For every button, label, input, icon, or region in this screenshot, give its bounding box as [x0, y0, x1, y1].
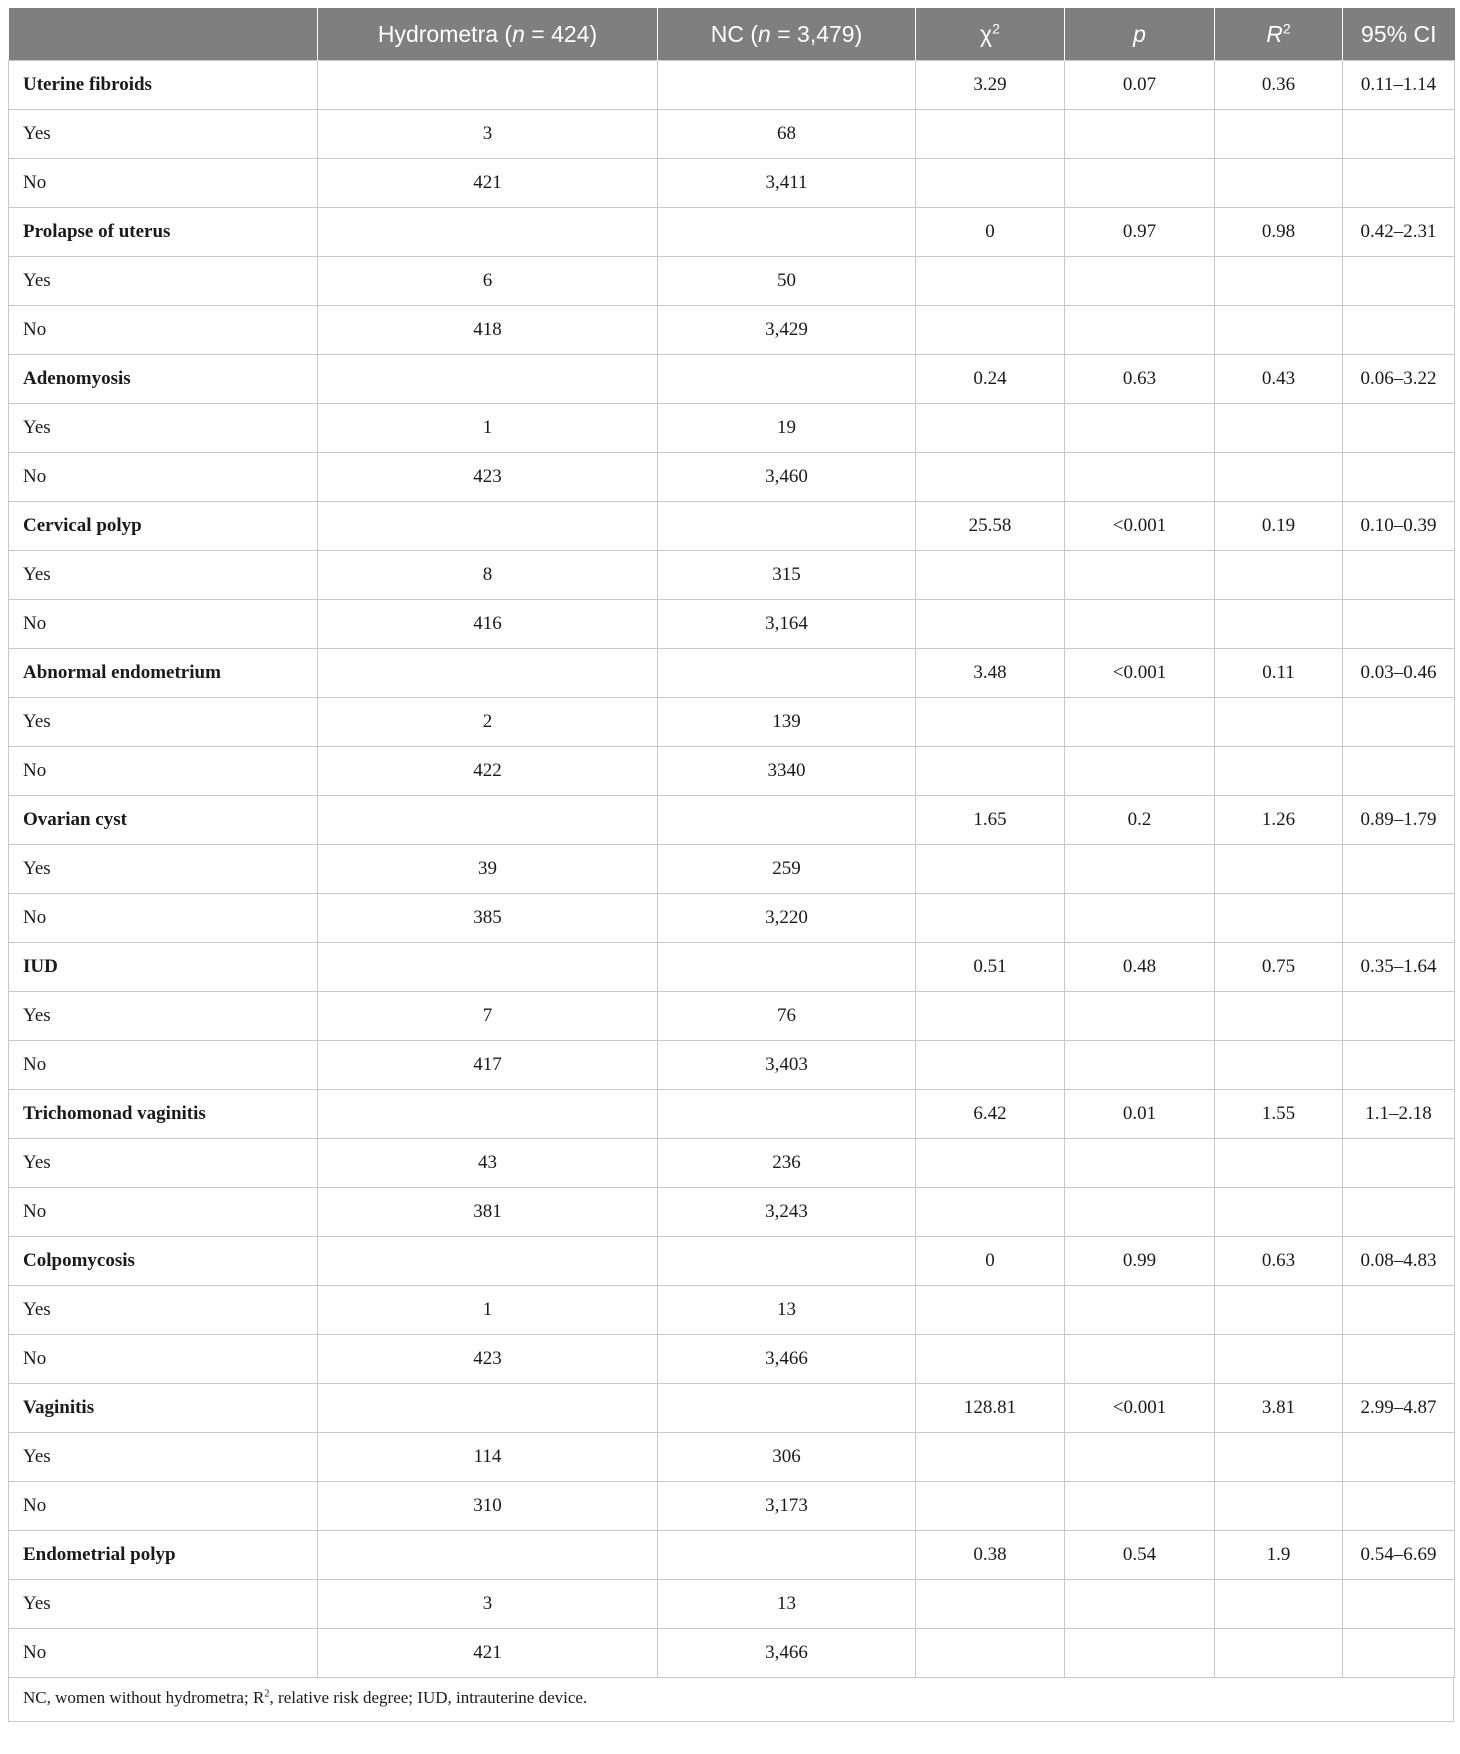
hydrometra-cell — [318, 1384, 658, 1433]
table-row-no — [9, 453, 1455, 502]
hydrometra-cell: 310 — [318, 1482, 658, 1531]
table-footnote: NC, women without hydrometra; $R^2$, relative risk degree; IUD, intrauterine device. — [8, 1678, 1454, 1722]
p-value-cell — [1065, 845, 1215, 894]
nc-cell: 3,411 — [658, 159, 916, 208]
nc-cell: 68 — [658, 110, 916, 159]
chi-square-cell — [916, 257, 1065, 306]
no-label: No — [9, 159, 318, 208]
yes-label: Yes — [9, 551, 318, 600]
chi-square-cell — [916, 698, 1065, 747]
p-value-cell: 0.99 — [1065, 1237, 1215, 1286]
nc-cell — [658, 1384, 916, 1433]
hydrometra-cell: 418 — [318, 306, 658, 355]
ci-cell — [1343, 992, 1455, 1041]
hydrometra-cell — [318, 1531, 658, 1580]
results-table — [8, 8, 1455, 1678]
chi-square-cell — [916, 894, 1065, 943]
category-label: Prolapse of uterus — [9, 208, 318, 257]
hydrometra-cell — [318, 61, 658, 110]
ci-cell: 0.06–3.22 — [1343, 355, 1455, 404]
table-row-yes — [9, 404, 1455, 453]
p-value-cell — [1065, 1139, 1215, 1188]
table-row-no — [9, 894, 1455, 943]
r-squared-cell: 1.9 — [1215, 1531, 1343, 1580]
category-label: Adenomyosis — [9, 355, 318, 404]
yes-label: Yes — [9, 992, 318, 1041]
yes-label: Yes — [9, 110, 318, 159]
nc-cell: 13 — [658, 1286, 916, 1335]
r-squared-cell: 0.75 — [1215, 943, 1343, 992]
r-squared-cell — [1215, 1335, 1343, 1384]
r-squared-cell — [1215, 306, 1343, 355]
nc-cell — [658, 1237, 916, 1286]
hydrometra-cell — [318, 502, 658, 551]
header-variable — [9, 8, 318, 61]
table-row-yes — [9, 1139, 1455, 1188]
ci-cell: 1.1–2.18 — [1343, 1090, 1455, 1139]
ci-cell — [1343, 1482, 1455, 1531]
category-label: Ovarian cyst — [9, 796, 318, 845]
nc-cell: 13 — [658, 1580, 916, 1629]
nc-cell: 76 — [658, 992, 916, 1041]
chi-square-cell — [916, 1482, 1065, 1531]
ci-cell — [1343, 1139, 1455, 1188]
p-value-cell — [1065, 110, 1215, 159]
hydrometra-cell: 423 — [318, 1335, 658, 1384]
p-value-cell — [1065, 1482, 1215, 1531]
r-squared-cell: 0.36 — [1215, 61, 1343, 110]
p-value-cell: <0.001 — [1065, 1384, 1215, 1433]
header-nc: NC (n = 3,479) — [658, 8, 916, 61]
table-row-yes — [9, 257, 1455, 306]
hydrometra-cell — [318, 649, 658, 698]
table-row-category — [9, 61, 1455, 110]
nc-cell — [658, 502, 916, 551]
r-squared-cell: 0.98 — [1215, 208, 1343, 257]
p-value-cell: 0.54 — [1065, 1531, 1215, 1580]
ci-cell — [1343, 1335, 1455, 1384]
ci-cell — [1343, 404, 1455, 453]
r-squared-cell — [1215, 600, 1343, 649]
p-value-cell: 0.97 — [1065, 208, 1215, 257]
r-squared-cell: 3.81 — [1215, 1384, 1343, 1433]
hydrometra-cell: 385 — [318, 894, 658, 943]
p-value-cell — [1065, 1286, 1215, 1335]
chi-square-cell — [916, 845, 1065, 894]
chi-square-cell — [916, 404, 1065, 453]
ci-cell — [1343, 453, 1455, 502]
hydrometra-cell — [318, 355, 658, 404]
p-value-cell — [1065, 1580, 1215, 1629]
ci-cell: 0.54–6.69 — [1343, 1531, 1455, 1580]
ci-cell — [1343, 1433, 1455, 1482]
table-row-yes — [9, 1433, 1455, 1482]
chi-square-cell: 0 — [916, 208, 1065, 257]
table-row-no — [9, 1629, 1455, 1678]
yes-label: Yes — [9, 1286, 318, 1335]
r-squared-cell — [1215, 1482, 1343, 1531]
ci-cell — [1343, 1629, 1455, 1678]
hydrometra-cell: 423 — [318, 453, 658, 502]
r-squared-cell — [1215, 404, 1343, 453]
p-value-cell — [1065, 894, 1215, 943]
r-squared-cell — [1215, 1139, 1343, 1188]
ci-cell: 0.89–1.79 — [1343, 796, 1455, 845]
ci-cell: 2.99–4.87 — [1343, 1384, 1455, 1433]
p-value-cell: 0.07 — [1065, 61, 1215, 110]
p-value-cell — [1065, 1335, 1215, 1384]
ci-cell: 0.03–0.46 — [1343, 649, 1455, 698]
nc-cell: 50 — [658, 257, 916, 306]
table-row-category — [9, 1090, 1455, 1139]
r-squared-cell: 1.55 — [1215, 1090, 1343, 1139]
nc-cell: 236 — [658, 1139, 916, 1188]
p-value-cell — [1065, 1188, 1215, 1237]
chi-square-cell — [916, 600, 1065, 649]
table-row-category — [9, 1237, 1455, 1286]
nc-cell — [658, 1090, 916, 1139]
nc-cell — [658, 61, 916, 110]
r-squared-cell — [1215, 992, 1343, 1041]
table-row-no — [9, 747, 1455, 796]
hydrometra-cell: 6 — [318, 257, 658, 306]
ci-cell — [1343, 110, 1455, 159]
chi-square-cell — [916, 551, 1065, 600]
chi-square-cell: 25.58 — [916, 502, 1065, 551]
table-row-yes — [9, 110, 1455, 159]
hydrometra-cell: 1 — [318, 1286, 658, 1335]
hydrometra-cell: 8 — [318, 551, 658, 600]
r-squared-cell: 0.19 — [1215, 502, 1343, 551]
nc-cell: 315 — [658, 551, 916, 600]
chi-square-cell: 3.29 — [916, 61, 1065, 110]
hydrometra-cell: 422 — [318, 747, 658, 796]
table-row-no — [9, 1041, 1455, 1090]
ci-cell — [1343, 551, 1455, 600]
no-label: No — [9, 453, 318, 502]
yes-label: Yes — [9, 698, 318, 747]
ci-cell: 0.10–0.39 — [1343, 502, 1455, 551]
r-squared-cell: 0.63 — [1215, 1237, 1343, 1286]
r-squared-cell: 0.11 — [1215, 649, 1343, 698]
chi-square-cell — [916, 306, 1065, 355]
ci-cell: 0.42–2.31 — [1343, 208, 1455, 257]
ci-cell — [1343, 600, 1455, 649]
ci-cell — [1343, 894, 1455, 943]
no-label: No — [9, 600, 318, 649]
chi-square-cell — [916, 1580, 1065, 1629]
hydrometra-cell: 1 — [318, 404, 658, 453]
table-row-no — [9, 306, 1455, 355]
ci-cell — [1343, 1041, 1455, 1090]
chi-square-cell — [916, 159, 1065, 208]
chi-square-cell — [916, 110, 1065, 159]
no-label: No — [9, 1482, 318, 1531]
no-label: No — [9, 894, 318, 943]
hydrometra-cell — [318, 1090, 658, 1139]
header-chi-square: $\chi^2$ — [916, 8, 1065, 61]
p-value-cell — [1065, 992, 1215, 1041]
nc-cell: 3,460 — [658, 453, 916, 502]
nc-cell: 3,220 — [658, 894, 916, 943]
header-r-squared: $R^2$ — [1215, 8, 1343, 61]
hydrometra-cell — [318, 208, 658, 257]
hydrometra-cell: 421 — [318, 1629, 658, 1678]
r-squared-cell — [1215, 894, 1343, 943]
yes-label: Yes — [9, 257, 318, 306]
p-value-cell — [1065, 551, 1215, 600]
results-table-container — [8, 8, 1454, 1722]
table-row-category — [9, 208, 1455, 257]
p-value-cell: 0.01 — [1065, 1090, 1215, 1139]
r-squared-cell — [1215, 1433, 1343, 1482]
chi-square-cell: 0 — [916, 1237, 1065, 1286]
nc-cell: 3,243 — [658, 1188, 916, 1237]
category-label: Vaginitis — [9, 1384, 318, 1433]
chi-square-cell — [916, 1433, 1065, 1482]
nc-cell: 19 — [658, 404, 916, 453]
hydrometra-cell: 381 — [318, 1188, 658, 1237]
p-value-cell — [1065, 1629, 1215, 1678]
nc-cell: 259 — [658, 845, 916, 894]
header-hydrometra: Hydrometra (n = 424) — [318, 8, 658, 61]
ci-cell: 0.35–1.64 — [1343, 943, 1455, 992]
no-label: No — [9, 1188, 318, 1237]
hydrometra-cell — [318, 796, 658, 845]
table-row-yes — [9, 1580, 1455, 1629]
r-squared-cell: 1.26 — [1215, 796, 1343, 845]
hydrometra-cell: 7 — [318, 992, 658, 1041]
chi-square-cell — [916, 1335, 1065, 1384]
no-label: No — [9, 1335, 318, 1384]
r-squared-cell — [1215, 698, 1343, 747]
no-label: No — [9, 306, 318, 355]
table-row-no — [9, 159, 1455, 208]
ci-cell: 0.11–1.14 — [1343, 61, 1455, 110]
table-row-no — [9, 1482, 1455, 1531]
category-label: IUD — [9, 943, 318, 992]
yes-label: Yes — [9, 1139, 318, 1188]
table-row-no — [9, 600, 1455, 649]
no-label: No — [9, 747, 318, 796]
chi-square-cell — [916, 747, 1065, 796]
chi-square-cell: 6.42 — [916, 1090, 1065, 1139]
p-value-cell: 0.2 — [1065, 796, 1215, 845]
ci-cell — [1343, 1580, 1455, 1629]
ci-cell — [1343, 1188, 1455, 1237]
hydrometra-cell: 3 — [318, 1580, 658, 1629]
hydrometra-cell: 39 — [318, 845, 658, 894]
hydrometra-cell — [318, 1237, 658, 1286]
nc-cell: 3,403 — [658, 1041, 916, 1090]
hydrometra-cell: 416 — [318, 600, 658, 649]
category-label: Trichomonad vaginitis — [9, 1090, 318, 1139]
category-label: Uterine fibroids — [9, 61, 318, 110]
nc-cell — [658, 796, 916, 845]
category-label: Cervical polyp — [9, 502, 318, 551]
ci-cell — [1343, 159, 1455, 208]
yes-label: Yes — [9, 845, 318, 894]
chi-square-cell — [916, 1286, 1065, 1335]
r-squared-cell — [1215, 257, 1343, 306]
ci-cell — [1343, 845, 1455, 894]
table-row-category — [9, 1531, 1455, 1580]
chi-square-cell: 1.65 — [916, 796, 1065, 845]
r-squared-cell — [1215, 110, 1343, 159]
chi-square-cell — [916, 1629, 1065, 1678]
table-row-no — [9, 1335, 1455, 1384]
r-squared-cell — [1215, 1188, 1343, 1237]
p-value-cell — [1065, 257, 1215, 306]
hydrometra-cell — [318, 943, 658, 992]
nc-cell — [658, 649, 916, 698]
p-value-cell — [1065, 159, 1215, 208]
r-squared-cell — [1215, 1629, 1343, 1678]
chi-square-cell: 3.48 — [916, 649, 1065, 698]
r-squared-cell — [1215, 845, 1343, 894]
no-label: No — [9, 1041, 318, 1090]
chi-square-cell — [916, 1139, 1065, 1188]
hydrometra-cell: 43 — [318, 1139, 658, 1188]
nc-cell: 3,173 — [658, 1482, 916, 1531]
chi-square-cell — [916, 992, 1065, 1041]
chi-square-cell: 0.38 — [916, 1531, 1065, 1580]
chi-square-cell: 0.24 — [916, 355, 1065, 404]
nc-cell: 3,164 — [658, 600, 916, 649]
nc-cell: 139 — [658, 698, 916, 747]
table-row-category — [9, 502, 1455, 551]
nc-cell: 3,466 — [658, 1335, 916, 1384]
table-row-yes — [9, 992, 1455, 1041]
p-value-cell — [1065, 698, 1215, 747]
table-body — [9, 61, 1455, 1678]
p-value-cell — [1065, 453, 1215, 502]
category-label: Abnormal endometrium — [9, 649, 318, 698]
hydrometra-cell: 3 — [318, 110, 658, 159]
p-value-cell — [1065, 404, 1215, 453]
hydrometra-cell: 421 — [318, 159, 658, 208]
table-row-category — [9, 1384, 1455, 1433]
hydrometra-cell: 114 — [318, 1433, 658, 1482]
r-squared-cell — [1215, 159, 1343, 208]
r-squared-cell: 0.43 — [1215, 355, 1343, 404]
table-row-yes — [9, 1286, 1455, 1335]
table-row-yes — [9, 845, 1455, 894]
ci-cell — [1343, 257, 1455, 306]
nc-cell — [658, 355, 916, 404]
table-header-row — [9, 8, 1455, 61]
ci-cell: 0.08–4.83 — [1343, 1237, 1455, 1286]
category-label: Endometrial polyp — [9, 1531, 318, 1580]
table-row-no — [9, 1188, 1455, 1237]
ci-cell — [1343, 1286, 1455, 1335]
hydrometra-cell: 417 — [318, 1041, 658, 1090]
chi-square-cell: 128.81 — [916, 1384, 1065, 1433]
r-squared-cell — [1215, 747, 1343, 796]
p-value-cell: 0.63 — [1065, 355, 1215, 404]
r-squared-cell — [1215, 1580, 1343, 1629]
ci-cell — [1343, 698, 1455, 747]
p-value-cell: 0.48 — [1065, 943, 1215, 992]
table-row-category — [9, 355, 1455, 404]
table-row-yes — [9, 551, 1455, 600]
table-row-category — [9, 943, 1455, 992]
table-row-category — [9, 796, 1455, 845]
nc-cell: 3,429 — [658, 306, 916, 355]
ci-cell — [1343, 306, 1455, 355]
nc-cell: 3340 — [658, 747, 916, 796]
table-row-category — [9, 649, 1455, 698]
nc-cell — [658, 208, 916, 257]
nc-cell — [658, 943, 916, 992]
header-ci: 95% CI — [1343, 8, 1455, 61]
r-squared-cell — [1215, 1041, 1343, 1090]
header-p-value: p — [1065, 8, 1215, 61]
yes-label: Yes — [9, 404, 318, 453]
ci-cell — [1343, 747, 1455, 796]
r-squared-cell — [1215, 551, 1343, 600]
p-value-cell — [1065, 1041, 1215, 1090]
no-label: No — [9, 1629, 318, 1678]
p-value-cell: <0.001 — [1065, 649, 1215, 698]
p-value-cell — [1065, 747, 1215, 796]
p-value-cell — [1065, 600, 1215, 649]
hydrometra-cell: 2 — [318, 698, 658, 747]
r-squared-cell — [1215, 1286, 1343, 1335]
category-label: Colpomycosis — [9, 1237, 318, 1286]
nc-cell: 306 — [658, 1433, 916, 1482]
r-squared-cell — [1215, 453, 1343, 502]
p-value-cell — [1065, 1433, 1215, 1482]
yes-label: Yes — [9, 1580, 318, 1629]
chi-square-cell — [916, 1188, 1065, 1237]
chi-square-cell — [916, 1041, 1065, 1090]
p-value-cell — [1065, 306, 1215, 355]
nc-cell — [658, 1531, 916, 1580]
nc-cell: 3,466 — [658, 1629, 916, 1678]
p-value-cell: <0.001 — [1065, 502, 1215, 551]
chi-square-cell: 0.51 — [916, 943, 1065, 992]
table-row-yes — [9, 698, 1455, 747]
yes-label: Yes — [9, 1433, 318, 1482]
chi-square-cell — [916, 453, 1065, 502]
